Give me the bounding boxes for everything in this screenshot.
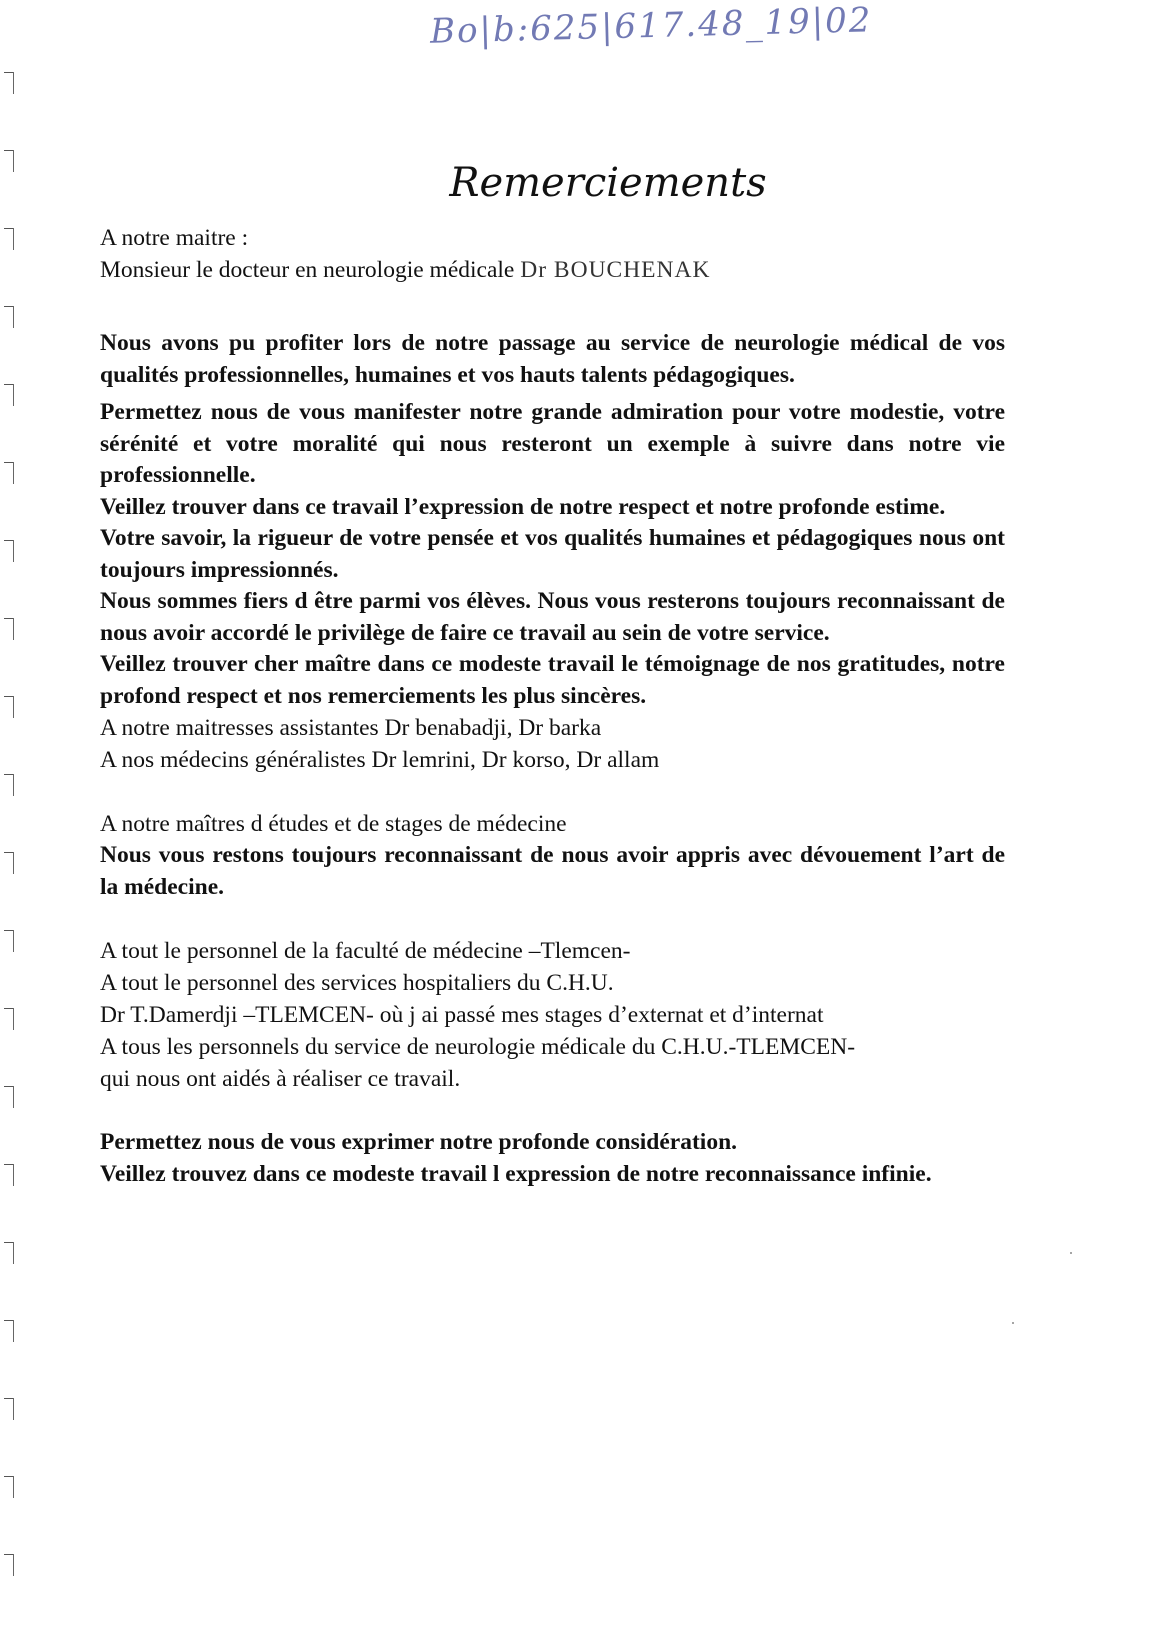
scan-edge-mark <box>4 1476 14 1477</box>
scan-edge-mark <box>4 384 14 385</box>
handwritten-archive-number: Bo|b:625|617.48_19|02 <box>429 0 873 52</box>
scan-edge-mark <box>4 1242 14 1243</box>
scan-edge-mark <box>4 1164 14 1165</box>
scan-edge-mark <box>4 306 14 307</box>
scan-edge-mark <box>4 540 14 541</box>
staff-line: qui nous ont aidés à réaliser ce travail. <box>100 1066 461 1092</box>
scan-edge-mark <box>4 1554 14 1555</box>
staff-line: Dr T.Damerdji –TLEMCEN- où j ai passé mes stages d’externat et d’internat <box>100 1002 824 1028</box>
scan-edge-mark <box>4 852 14 853</box>
scan-edge-mark <box>4 150 14 151</box>
assistants-line: A notre maitresses assistantes Dr benabadji, Dr barka <box>100 715 602 741</box>
staff-line: A tout le personnel des services hospitaliers du C.H.U. <box>100 970 614 996</box>
intro-line-doctor <box>100 254 1005 286</box>
spacer <box>100 286 1005 318</box>
doctor-name: Dr BOUCHENAK <box>520 257 711 283</box>
paragraph: Permettez nous de vous manifester notre grande admiration pour votre modestie, votre sérénité et votre moralité qui nous resteront un exemple à suivre dans notre vie professionnelle. <box>100 399 1005 488</box>
body-text <box>100 222 1005 1190</box>
paragraph: Veillez trouver dans ce travail l’expression de notre respect et notre profonde estime. <box>100 493 946 520</box>
generalists-line: A nos médecins généralistes Dr lemrini, Dr korso, Dr allam <box>100 747 660 773</box>
scan-edge-mark <box>4 930 14 931</box>
closing-line: Permettez nous de vous exprimer notre profonde considération. <box>100 1129 738 1155</box>
staff-line: A tous les personnels du service de neurologie médicale du C.H.U.-TLEMCEN- <box>100 1034 856 1060</box>
scan-speck <box>1012 1322 1014 1324</box>
closing-paragraph: Veillez trouvez dans ce modeste travail l expression de notre reconnaissance infinie. <box>100 1160 932 1187</box>
staff-line: A tout le personnel de la faculté de médecine –Tlemcen- <box>100 938 631 964</box>
page-title <box>0 160 1156 206</box>
paragraph: Votre savoir, la rigueur de votre pensée et vos qualités humaines et pédagogiques nous ont toujours impressionnés. <box>100 525 1005 583</box>
scan-edge-mark <box>4 774 14 775</box>
paragraph: Nous sommes fiers d être parmi vos élèves. Nous vous resterons toujours reconnaissant de nous avoir accordé le privilège de faire ce travail au sein de votre service. <box>100 588 1005 646</box>
spacer <box>100 903 1005 935</box>
masters-line: A notre maîtres d études et de stages de médecine <box>100 811 567 837</box>
scan-edge-mark <box>4 1320 14 1321</box>
masters-paragraph: Nous vous restons toujours reconnaissant de nous avoir appris avec dévouement l’art de la médecine. <box>100 842 1005 900</box>
intro-line-prefix: Monsieur le docteur en neurologie médicale <box>100 257 521 283</box>
scan-speck <box>1070 1252 1072 1254</box>
scan-edge-mark <box>4 696 14 697</box>
page-title-text: Remerciements <box>449 160 767 206</box>
intro-line: A notre maitre : <box>100 225 249 251</box>
scan-edge-mark <box>4 228 14 229</box>
paragraph: Veillez trouver cher maître dans ce modeste travail le témoignage de nos gratitudes, notre profond respect et nos remerciements les plus sincères. <box>100 651 1005 709</box>
paragraph: Nous avons pu profiter lors de notre passage au service de neurologie médical de vos qualités professionnelles, humaines et vos hauts talents pédagogiques. <box>100 330 1005 388</box>
scan-edge-mark <box>4 618 14 619</box>
scan-edge-mark <box>4 462 14 463</box>
scan-edge-mark <box>4 1008 14 1009</box>
scan-edge-mark <box>4 72 14 73</box>
scan-edge-mark <box>4 1086 14 1087</box>
scan-edge-mark <box>4 1398 14 1399</box>
spacer <box>100 1095 1005 1127</box>
spacer <box>100 776 1005 808</box>
